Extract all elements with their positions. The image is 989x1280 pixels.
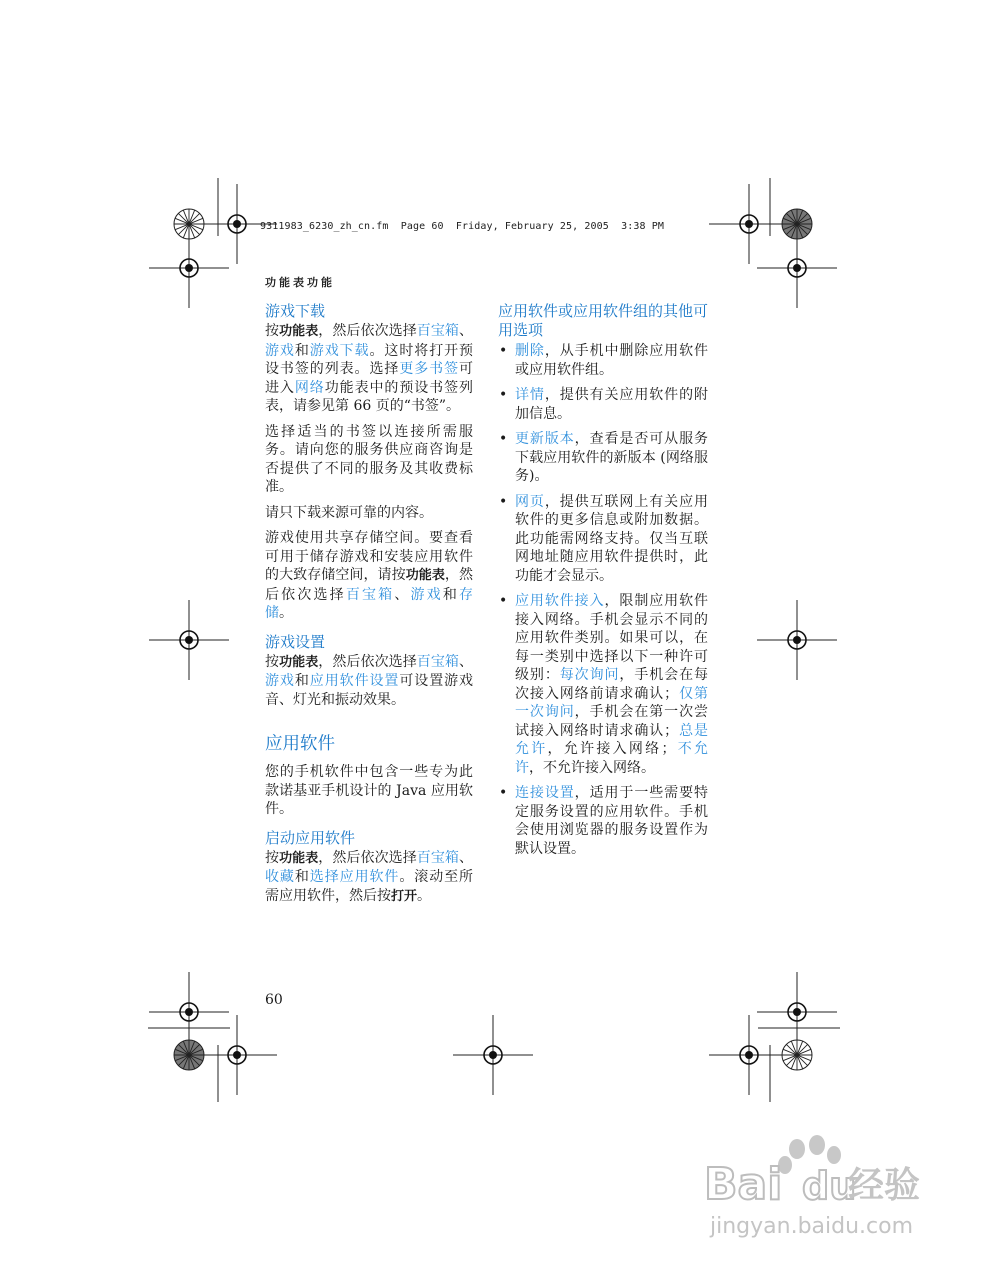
game-download-paragraph-4 xyxy=(265,529,473,623)
bullet: • xyxy=(499,343,508,359)
menu-term: 功能表 xyxy=(279,324,319,339)
text: 和 xyxy=(294,342,310,359)
text: 、 xyxy=(459,323,474,339)
text: ，手机会在第一次尝试接入网络时请求确认； xyxy=(515,704,709,739)
text: ，不允许接入网络。 xyxy=(529,759,655,776)
option-term: 删除 xyxy=(515,343,545,359)
text: ，手机会在每次接入网络前请求确认； xyxy=(515,667,709,702)
text: 、 xyxy=(459,653,474,670)
heading-launch-app: 启动应用软件 xyxy=(265,828,356,847)
bullet: • xyxy=(499,387,508,403)
text: 、 xyxy=(459,849,474,866)
applications-paragraph: 您的手机软件中包含一些专为此款诺基亚手机设计的 Java 应用软件。 xyxy=(265,764,473,817)
app-options-list xyxy=(498,342,708,858)
text: ，提供互联网上有关应用软件的更多信息或附加数据。此功能需网络支持。仅当互联网地址随应用软件提供时，此功能才会显示。 xyxy=(515,493,709,584)
list-item xyxy=(498,430,708,486)
text: 。这时将打开预设书签的列表。选择 xyxy=(265,342,474,377)
text: 。 xyxy=(279,605,293,621)
text: ，适用于一些需要特定服务设置的应用软件。手机会使用浏览器的服务设置作为默认设置。 xyxy=(515,785,709,857)
text: 可进入 xyxy=(265,361,474,396)
bullet: • xyxy=(499,593,508,609)
option-term: 百宝箱 xyxy=(416,653,460,670)
text: 。 xyxy=(417,887,432,904)
text: ，提供有关应用软件的附加信息。 xyxy=(515,387,709,422)
option-term: 网页 xyxy=(515,493,545,510)
bullet: • xyxy=(499,493,508,510)
watermark-url: jingyan.baidu.com xyxy=(710,1214,914,1239)
text: 。滚动至所需应用软件，然后按 xyxy=(265,869,474,904)
right-column xyxy=(498,302,708,865)
list-item xyxy=(498,592,708,777)
brand-text: Bai xyxy=(704,1159,783,1210)
text: ，允许接入网络； xyxy=(547,741,676,757)
text: 游戏使用共享存储空间。要查看可用于储存游戏和安装应用软件的大致存储空间，请按 xyxy=(265,530,473,583)
text: ，然后依次选择 xyxy=(318,849,417,866)
game-download-paragraph-2: 选择适当的书签以连接所需服务。请向您的服务供应商咨询是否提供了不同的服务及其收费标准。 xyxy=(265,423,473,495)
list-item xyxy=(498,386,708,423)
option-term: 每次询问 xyxy=(559,667,620,683)
option-term: 不允许 xyxy=(515,741,709,776)
text: 和 xyxy=(294,673,310,689)
page-number: 60 xyxy=(265,992,283,1008)
option-term: 游戏 xyxy=(265,673,295,689)
option-term: 应用软件接入 xyxy=(515,593,605,609)
option-term: 网络 xyxy=(294,379,325,396)
option-term: 百宝箱 xyxy=(416,849,460,866)
option-term: 更新版本 xyxy=(515,431,575,447)
menu-term: 功能表 xyxy=(405,568,445,583)
option-term: 更多书签 xyxy=(399,361,460,377)
bullet: • xyxy=(499,785,508,801)
text: ，然后依次选择 xyxy=(265,567,473,603)
brand-text-2: du xyxy=(802,1164,857,1208)
text: 按 xyxy=(265,653,280,670)
list-item xyxy=(498,493,708,586)
option-term: 游戏下载 xyxy=(309,342,370,359)
game-download-paragraph-3: 请只下载来源可靠的内容。 xyxy=(265,504,433,521)
text: ，查看是否可从服务下载应用软件的新版本 (网络服务)。 xyxy=(515,431,709,484)
menu-term: 功能表 xyxy=(279,850,319,866)
heading-applications: 应用软件 xyxy=(265,734,335,754)
option-term: 游戏 xyxy=(410,586,443,603)
option-term: 收藏 xyxy=(265,869,295,885)
list-item xyxy=(498,342,708,379)
section-header: 功能表功能 xyxy=(265,276,335,289)
list-item xyxy=(498,784,708,858)
menu-term: 功能表 xyxy=(279,654,319,670)
text: 按 xyxy=(265,849,280,866)
text: 和 xyxy=(442,586,460,603)
option-term: 游戏 xyxy=(265,342,295,359)
launch-app-paragraph xyxy=(265,849,473,907)
brand-suffix: 经验 xyxy=(848,1165,921,1206)
text: 、 xyxy=(394,586,411,603)
option-term: 百宝箱 xyxy=(416,323,460,339)
heading-game-settings: 游戏设置 xyxy=(265,632,326,651)
option-term: 应用软件设置 xyxy=(309,673,400,689)
left-column xyxy=(265,302,473,913)
text: 功能表中的预设书签列表，请参见第 66 页的“书签”。 xyxy=(265,379,474,414)
key-term: 打开 xyxy=(391,888,418,904)
game-download-paragraph-1 xyxy=(265,322,473,416)
text: 和 xyxy=(294,869,310,885)
text: ，限制应用软件接入网络。手机会显示不同的应用软件类别。如果可以，在每一类别中选择以下一种许可级别： xyxy=(515,593,708,683)
option-term: 总是允许 xyxy=(515,722,709,757)
option-term: 存储 xyxy=(265,586,474,621)
file-header: 9311983_6230_zh_cn.fm Page 60 Friday, February 25, 2005 3:38 PM xyxy=(260,221,664,232)
heading-game-download: 游戏下载 xyxy=(265,302,326,320)
option-term: 百宝箱 xyxy=(345,586,395,603)
text: 按 xyxy=(265,323,280,339)
option-term: 详情 xyxy=(515,387,545,403)
text: 可设置游戏音、灯光和振动效果。 xyxy=(265,673,474,708)
text: ，然后依次选择 xyxy=(318,323,417,339)
text: ，从手机中删除应用软件或应用软件组。 xyxy=(515,343,709,378)
baidu-jingyan-watermark xyxy=(690,1135,940,1245)
game-settings-paragraph xyxy=(265,653,473,710)
option-term: 选择应用软件 xyxy=(309,869,400,885)
heading-app-options: 应用软件或应用软件组的其他可用选项 xyxy=(498,302,709,339)
option-term: 仅第一次询问 xyxy=(515,685,709,720)
option-term: 连接设置 xyxy=(515,785,575,801)
text: ，然后依次选择 xyxy=(318,653,417,670)
bullet: • xyxy=(499,431,508,447)
